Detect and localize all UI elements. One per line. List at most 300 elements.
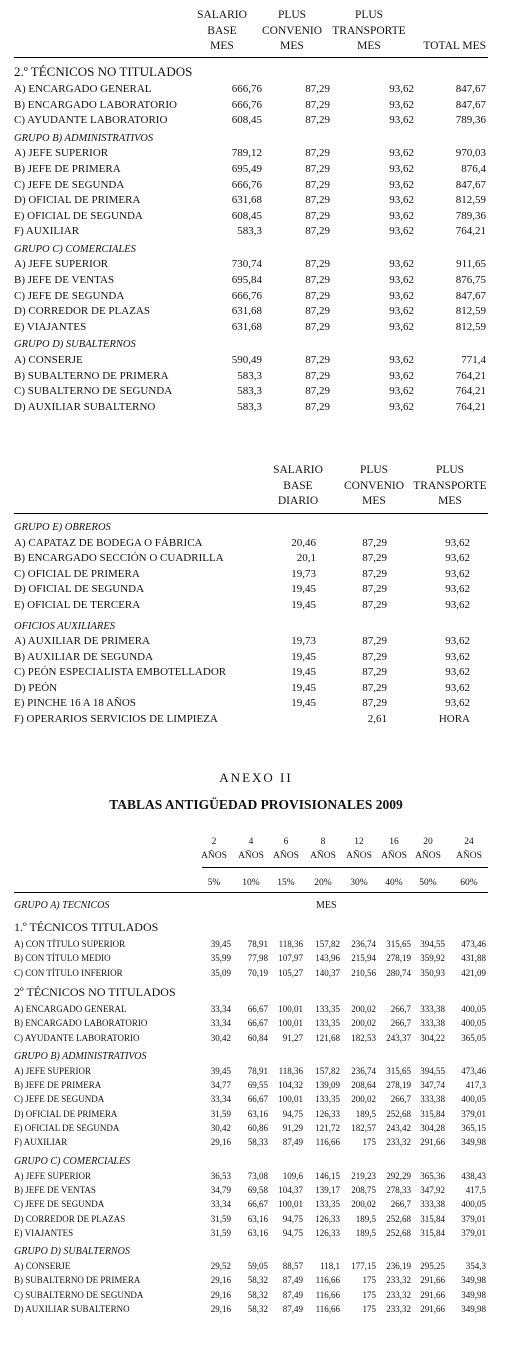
cell-value: 87,29 <box>305 305 330 318</box>
cell-value: 608,45 <box>231 209 262 222</box>
cell-value: 243,37 <box>386 1032 411 1043</box>
annex-title: ANEXO II <box>219 770 293 785</box>
cell-value: 175 <box>362 1137 376 1148</box>
cell-value: 233,32 <box>386 1275 411 1286</box>
cell-value: 590,49 <box>231 353 262 366</box>
cell-value: 104,37 <box>278 1184 303 1195</box>
row-label: C) JEFE DE SEGUNDA <box>14 178 125 191</box>
years-label: AÑOS <box>201 851 227 861</box>
cell-value: 243,42 <box>386 1123 411 1133</box>
cell-value: 33,34 <box>210 1003 231 1014</box>
row-label: C) JEFE DE SEGUNDA <box>14 1199 105 1210</box>
cell-value: 87,29 <box>305 274 330 286</box>
cell-value: 121,72 <box>315 1123 340 1133</box>
row-label: C) JEFE DE SEGUNDA <box>14 1094 105 1105</box>
year-header: 20 <box>423 837 433 847</box>
cell-value: 116,66 <box>315 1137 340 1148</box>
column-header: PLUS <box>359 464 389 476</box>
cell-value: 29,52 <box>210 1261 231 1272</box>
row-label: E) VIAJANTES <box>14 320 87 333</box>
cell-value: 87,29 <box>305 178 330 191</box>
cell-value: 315,84 <box>420 1213 445 1224</box>
column-header: TRANSPORTE <box>413 479 487 492</box>
row-label: E) VIAJANTES <box>14 1227 74 1238</box>
cell-value: 93,62 <box>389 114 414 127</box>
cell-value: 379,01 <box>461 1108 486 1119</box>
column-header: MES <box>438 495 462 507</box>
cell-value: 93,62 <box>445 681 470 694</box>
cell-value: 695,49 <box>231 162 262 175</box>
cell-value: 970,03 <box>455 147 486 160</box>
cell-value: 19,45 <box>291 598 316 611</box>
cell-value: 400,05 <box>461 1003 486 1014</box>
cell-value: 278,33 <box>386 1184 411 1195</box>
cell-value: 126,33 <box>315 1227 340 1238</box>
row-label: C) OFICIAL DE PRIMERA <box>14 567 140 580</box>
cell-value: 116,66 <box>315 1289 340 1300</box>
cell-value: 93,62 <box>389 274 414 286</box>
cell-value: 66,67 <box>247 1003 268 1014</box>
percent-header: 20% <box>314 878 332 888</box>
column-header: BASE <box>207 24 237 37</box>
cell-value: 789,36 <box>455 114 486 127</box>
group-title: GRUPO D) SUBALTERNOS <box>14 1246 130 1258</box>
cell-value: 87,29 <box>305 385 330 398</box>
cell-value: 33,34 <box>210 1018 231 1029</box>
cell-value: 291,66 <box>420 1304 445 1314</box>
cell-value: 233,32 <box>386 1289 411 1300</box>
group-title: GRUPO A) TECNICOS <box>14 900 110 911</box>
cell-value: 266,7 <box>390 1003 411 1014</box>
group-title: GRUPO C) COMERCIALES <box>14 243 136 255</box>
cell-value: 417,3 <box>465 1080 486 1091</box>
cell-value: 182,53 <box>351 1032 376 1043</box>
column-header: DIARIO <box>277 495 319 507</box>
cell-value: 87,29 <box>305 147 330 160</box>
cell-value: 87,49 <box>282 1304 303 1314</box>
cell-value: 347,74 <box>420 1080 445 1091</box>
row-label: B) JEFE DE VENTAS <box>14 1184 96 1195</box>
cell-value: 208,64 <box>351 1080 376 1091</box>
column-header: BASE <box>283 479 313 492</box>
column-header: MES <box>362 495 386 507</box>
cell-value: 473,46 <box>461 1065 486 1076</box>
cell-value: 93,62 <box>445 697 470 710</box>
cell-value: 78,91 <box>247 1065 268 1076</box>
cell-value: 200,02 <box>351 1018 376 1029</box>
cell-value: 278,19 <box>386 953 411 964</box>
cell-value: 87,29 <box>362 666 387 679</box>
row-label: C) CON TÍTULO INFERIOR <box>14 967 123 978</box>
cell-value: 121,68 <box>315 1032 340 1043</box>
cell-value: 105,27 <box>278 967 303 978</box>
years-label: AÑOS <box>273 851 299 861</box>
cell-value: 87,49 <box>282 1289 303 1300</box>
cell-value: 87,29 <box>305 114 330 127</box>
row-label: A) ENCARGADO GENERAL <box>14 1003 127 1014</box>
cell-value: 349,98 <box>461 1275 486 1286</box>
header-rule <box>14 892 488 893</box>
cell-value: 208,75 <box>351 1184 376 1195</box>
cell-value: 315,65 <box>386 939 411 949</box>
cell-value: 146,15 <box>315 1170 340 1181</box>
cell-value: 233,32 <box>386 1304 411 1314</box>
cell-value: 333,38 <box>420 1094 445 1105</box>
cell-value: 666,76 <box>231 83 262 95</box>
row-label: A) JEFE SUPERIOR <box>14 258 109 271</box>
cell-value: 236,19 <box>386 1261 411 1272</box>
cell-value: 35,99 <box>210 953 231 964</box>
row-label: C) SUBALTERNO DE SEGUNDA <box>14 385 173 398</box>
cell-value: 400,05 <box>461 1199 486 1210</box>
section-title: 2.º TÉCNICOS NO TITULADOS <box>14 64 193 79</box>
cell-value: 876,4 <box>461 162 486 175</box>
cell-value: 379,01 <box>461 1227 486 1238</box>
year-header: 8 <box>320 837 326 847</box>
row-label: E) OFICIAL DE SEGUNDA <box>14 1123 120 1133</box>
cell-value: 349,98 <box>461 1304 486 1314</box>
cell-value: 66,67 <box>247 1094 268 1105</box>
cell-value: 200,02 <box>351 1003 376 1014</box>
cell-value: 280,74 <box>386 967 411 978</box>
cell-value: 133,35 <box>315 1199 340 1210</box>
cell-value: 33,34 <box>210 1094 231 1105</box>
cell-value: 219,23 <box>351 1170 376 1181</box>
row-label: D) AUXILIAR SUBALTERNO <box>14 400 156 413</box>
cell-value: 33,34 <box>210 1199 231 1210</box>
cell-value: 60,84 <box>247 1032 268 1043</box>
cell-value: 104,32 <box>278 1080 303 1091</box>
row-label: B) CON TÍTULO MEDIO <box>14 953 111 964</box>
cell-value: 350,93 <box>420 967 445 978</box>
cell-value: 19,45 <box>291 666 316 679</box>
column-header: CONVENIO <box>343 479 405 492</box>
years-label: AÑOS <box>415 851 441 861</box>
cell-value: 87,29 <box>305 83 330 95</box>
row-label: A) JEFE SUPERIOR <box>14 1170 92 1181</box>
cell-value: 365,36 <box>420 1170 445 1181</box>
group-title: GRUPO B) ADMINISTRATIVOS <box>14 1050 147 1062</box>
cell-value: 29,16 <box>210 1275 231 1286</box>
row-label: A) CONSERJE <box>14 353 83 366</box>
cell-value: 139,09 <box>315 1080 340 1091</box>
cell-value: 116,66 <box>315 1275 340 1286</box>
cell-value: 87,49 <box>282 1137 303 1148</box>
cell-value: 583,3 <box>237 400 262 413</box>
cell-value: 175 <box>362 1289 376 1300</box>
row-label: B) JEFE DE VENTAS <box>14 274 115 286</box>
cell-value: 394,55 <box>420 1065 445 1076</box>
percent-header: 30% <box>350 878 368 888</box>
cell-value: 236,74 <box>351 1065 376 1076</box>
row-label: B) AUXILIAR DE SEGUNDA <box>14 650 154 663</box>
cell-value: 133,35 <box>315 1018 340 1029</box>
cell-value: 431,88 <box>461 953 486 964</box>
years-rule <box>202 867 488 868</box>
cell-value: 107,97 <box>278 953 303 964</box>
row-label: A) CONSERJE <box>14 1261 71 1272</box>
column-header: SALARIO <box>273 464 323 476</box>
cell-value: 631,68 <box>231 194 262 207</box>
cell-value: 315,84 <box>420 1108 445 1119</box>
cell-value: 182,57 <box>351 1123 376 1133</box>
cell-value: 93,62 <box>389 289 414 302</box>
cell-value: 400,05 <box>461 1094 486 1105</box>
cell-value: 252,68 <box>386 1213 411 1224</box>
cell-value: 333,38 <box>420 1003 445 1014</box>
cell-value: 36,53 <box>210 1170 231 1181</box>
cell-value: 31,59 <box>210 1108 231 1119</box>
cell-value: 58,32 <box>247 1289 268 1300</box>
column-header: MES <box>210 40 234 52</box>
cell-value: 87,29 <box>362 552 387 565</box>
cell-value: 189,5 <box>355 1108 376 1119</box>
row-label: B) SUBALTERNO DE PRIMERA <box>14 369 169 382</box>
row-label: B) JEFE DE PRIMERA <box>14 1080 102 1091</box>
cell-value: 157,82 <box>315 1065 340 1076</box>
cell-value: 87,29 <box>305 162 330 175</box>
cell-value: 252,68 <box>386 1108 411 1119</box>
year-header: 12 <box>354 837 364 847</box>
row-label: C) SUBALTERNO DE SEGUNDA <box>14 1289 144 1300</box>
years-label: AÑOS <box>381 851 407 861</box>
cell-value: 911,65 <box>456 258 486 271</box>
row-label: C) AYUDANTE LABORATORIO <box>14 1032 140 1043</box>
cell-value: 304,22 <box>420 1032 445 1043</box>
column-header: MES <box>357 40 381 52</box>
cell-value: 93,62 <box>389 178 414 191</box>
cell-value: 77,98 <box>247 953 268 964</box>
cell-value: 333,38 <box>420 1018 445 1029</box>
cell-value: 252,68 <box>386 1227 411 1238</box>
cell-value: 304,28 <box>420 1123 445 1133</box>
cell-value: 30,42 <box>210 1123 231 1133</box>
cell-value: 100,01 <box>278 1094 303 1105</box>
cell-value: 19,73 <box>291 635 316 647</box>
group-title: GRUPO C) COMERCIALES <box>14 1155 131 1167</box>
cell-value: 93,62 <box>445 552 470 565</box>
group-title: GRUPO B) ADMINISTRATIVOS <box>14 132 154 144</box>
row-label: D) OFICIAL DE SEGUNDA <box>14 583 145 596</box>
cell-value: 847,67 <box>455 83 486 95</box>
cell-value: 266,7 <box>390 1018 411 1029</box>
row-label: B) ENCARGADO SECCIÓN O CUADRILLA <box>14 552 224 565</box>
cell-value: 100,01 <box>278 1003 303 1014</box>
cell-value: 812,59 <box>455 194 486 207</box>
cell-value: 291,66 <box>420 1137 445 1148</box>
percent-header: 10% <box>242 878 260 888</box>
cell-value: 140,37 <box>315 967 340 978</box>
cell-value: 315,84 <box>420 1227 445 1238</box>
cell-value: 365,05 <box>461 1032 486 1043</box>
annex-subtitle: TABLAS ANTIGÜEDAD PROVISIONALES 2009 <box>109 797 403 812</box>
cell-value: 93,62 <box>389 369 414 382</box>
cell-value: 93,62 <box>389 400 414 413</box>
cell-value: 87,29 <box>305 289 330 302</box>
cell-value: 278,19 <box>386 1080 411 1091</box>
cell-value: 87,29 <box>362 697 387 710</box>
cell-value: 266,7 <box>390 1094 411 1105</box>
cell-value: 94,75 <box>282 1227 303 1238</box>
column-header: SALARIO <box>197 9 247 21</box>
cell-value: 730,74 <box>231 258 262 271</box>
cell-value: 421,09 <box>461 967 486 978</box>
cell-value: 109,6 <box>282 1170 303 1181</box>
cell-value: 175 <box>362 1275 376 1286</box>
cell-value: 93,62 <box>445 536 470 549</box>
row-label: E) PINCHE 16 A 18 AÑOS <box>14 697 136 710</box>
cell-value: 69,55 <box>247 1080 268 1091</box>
cell-value: 93,62 <box>445 666 470 679</box>
cell-value: 349,98 <box>461 1137 486 1148</box>
column-header: PLUS <box>277 9 307 21</box>
years-label: AÑOS <box>456 851 482 861</box>
cell-value: 87,29 <box>305 320 330 333</box>
row-label: F) AUXILIAR <box>14 1137 68 1148</box>
cell-value: 66,67 <box>247 1018 268 1029</box>
header-rule <box>14 513 488 514</box>
row-label: D) OFICIAL DE PRIMERA <box>14 1108 118 1119</box>
cell-value: 100,01 <box>278 1199 303 1210</box>
section-title: 2º TÉCNICOS NO TITULADOS <box>14 984 176 999</box>
cell-value: 847,67 <box>455 98 486 111</box>
cell-value: 87,29 <box>362 635 387 647</box>
cell-value: 473,46 <box>461 939 486 949</box>
cell-value: 295,25 <box>420 1261 445 1272</box>
cell-value: 93,62 <box>389 98 414 111</box>
year-header: 2 <box>211 837 217 847</box>
cell-value: 19,73 <box>291 567 316 580</box>
cell-value: 93,62 <box>445 598 470 611</box>
cell-value: 63,16 <box>247 1213 268 1224</box>
cell-value: 87,29 <box>362 583 387 596</box>
cell-value: 19,45 <box>291 681 316 694</box>
column-header: PLUS <box>354 9 384 21</box>
cell-value: 29,16 <box>210 1304 231 1314</box>
row-label: F) AUXILIAR <box>14 225 80 238</box>
cell-value: 126,33 <box>315 1213 340 1224</box>
cell-value: 60,86 <box>247 1123 268 1133</box>
cell-value: 39,45 <box>210 1065 231 1076</box>
row-label: D) OFICIAL DE PRIMERA <box>14 194 141 207</box>
cell-value: 93,62 <box>389 162 414 175</box>
cell-value: 215,94 <box>351 953 376 964</box>
cell-value: 177,15 <box>351 1261 376 1272</box>
cell-value: 93,62 <box>389 258 414 271</box>
row-label: C) AYUDANTE LABORATORIO <box>14 114 168 127</box>
cell-value: 93,62 <box>389 385 414 398</box>
cell-value: 58,32 <box>247 1304 268 1314</box>
cell-value: 200,02 <box>351 1199 376 1210</box>
cell-value: 189,5 <box>355 1227 376 1238</box>
row-label: E) OFICIAL DE SEGUNDA <box>14 209 143 222</box>
cell-value: 93,62 <box>445 650 470 663</box>
cell-value: 266,7 <box>390 1199 411 1210</box>
column-header: CONVENIO <box>261 24 323 37</box>
cell-value: 771,4 <box>461 353 486 366</box>
cell-value: 100,01 <box>278 1018 303 1029</box>
cell-value: 379,01 <box>461 1213 486 1224</box>
years-label: AÑOS <box>310 851 336 861</box>
cell-value: 87,29 <box>305 209 330 222</box>
cell-value: 91,29 <box>282 1123 303 1133</box>
cell-value: 583,3 <box>237 369 262 382</box>
cell-value: 631,68 <box>231 320 262 333</box>
cell-value: 93,62 <box>445 567 470 580</box>
cell-value: 118,36 <box>278 939 303 949</box>
percent-header: 60% <box>460 878 478 888</box>
cell-value: 93,62 <box>389 147 414 160</box>
cell-value: 69,58 <box>247 1184 268 1195</box>
row-label: A) JEFE SUPERIOR <box>14 147 109 160</box>
cell-value: 631,68 <box>231 305 262 318</box>
cell-value: 30,42 <box>210 1032 231 1043</box>
section-title: 1.º TÉCNICOS TITULADOS <box>14 920 159 934</box>
row-label: A) CAPATAZ DE BODEGA O FÁBRICA <box>14 536 203 549</box>
row-label: A) JEFE SUPERIOR <box>14 1065 92 1076</box>
cell-value: 31,59 <box>210 1227 231 1238</box>
cell-value: 87,29 <box>362 536 387 549</box>
cell-value: HORA <box>438 713 470 725</box>
cell-value: 93,62 <box>389 194 414 207</box>
cell-value: 847,67 <box>455 289 486 302</box>
cell-value: 78,91 <box>247 939 268 949</box>
cell-value: 764,21 <box>455 225 486 238</box>
cell-value: 93,62 <box>389 209 414 222</box>
cell-value: 87,29 <box>362 567 387 580</box>
cell-value: 359,92 <box>420 953 445 964</box>
row-label: D) PEÓN <box>14 681 58 694</box>
unit-label: MES <box>316 900 337 911</box>
cell-value: 764,21 <box>455 369 486 382</box>
cell-value: 400,05 <box>461 1018 486 1029</box>
cell-value: 812,59 <box>455 305 486 318</box>
cell-value: 126,33 <box>315 1108 340 1119</box>
percent-header: 40% <box>385 878 403 888</box>
cell-value: 20,1 <box>296 552 316 565</box>
cell-value: 29,16 <box>210 1137 231 1148</box>
group-title: OFICIOS AUXILIARES <box>14 620 115 632</box>
row-label: E) OFICIAL DE TERCERA <box>14 598 141 611</box>
cell-value: 233,32 <box>386 1137 411 1148</box>
cell-value: 73,08 <box>247 1170 268 1181</box>
cell-value: 93,62 <box>445 583 470 596</box>
cell-value: 876,75 <box>455 274 486 286</box>
cell-value: 31,59 <box>210 1213 231 1224</box>
cell-value: 583,3 <box>237 385 262 398</box>
row-label: B) ENCARGADO LABORATORIO <box>14 1018 148 1029</box>
year-header: 24 <box>464 837 474 847</box>
row-label: F) OPERARIOS SERVICIOS DE LIMPIEZA <box>14 713 218 725</box>
cell-value: 210,56 <box>351 967 376 978</box>
cell-value: 87,29 <box>362 681 387 694</box>
cell-value: 118,36 <box>278 1065 303 1076</box>
cell-value: 116,66 <box>315 1304 340 1314</box>
cell-value: 87,29 <box>305 369 330 382</box>
cell-value: 87,29 <box>305 225 330 238</box>
cell-value: 157,82 <box>315 939 340 949</box>
cell-value: 417,5 <box>465 1184 486 1195</box>
cell-value: 87,29 <box>362 650 387 663</box>
cell-value: 139,17 <box>315 1184 340 1195</box>
cell-value: 764,21 <box>455 400 486 413</box>
cell-value: 666,76 <box>231 98 262 111</box>
cell-value: 133,35 <box>315 1094 340 1105</box>
cell-value: 118,1 <box>320 1261 340 1272</box>
year-header: 16 <box>389 837 399 847</box>
cell-value: 19,45 <box>291 650 316 663</box>
cell-value: 93,62 <box>445 635 470 647</box>
